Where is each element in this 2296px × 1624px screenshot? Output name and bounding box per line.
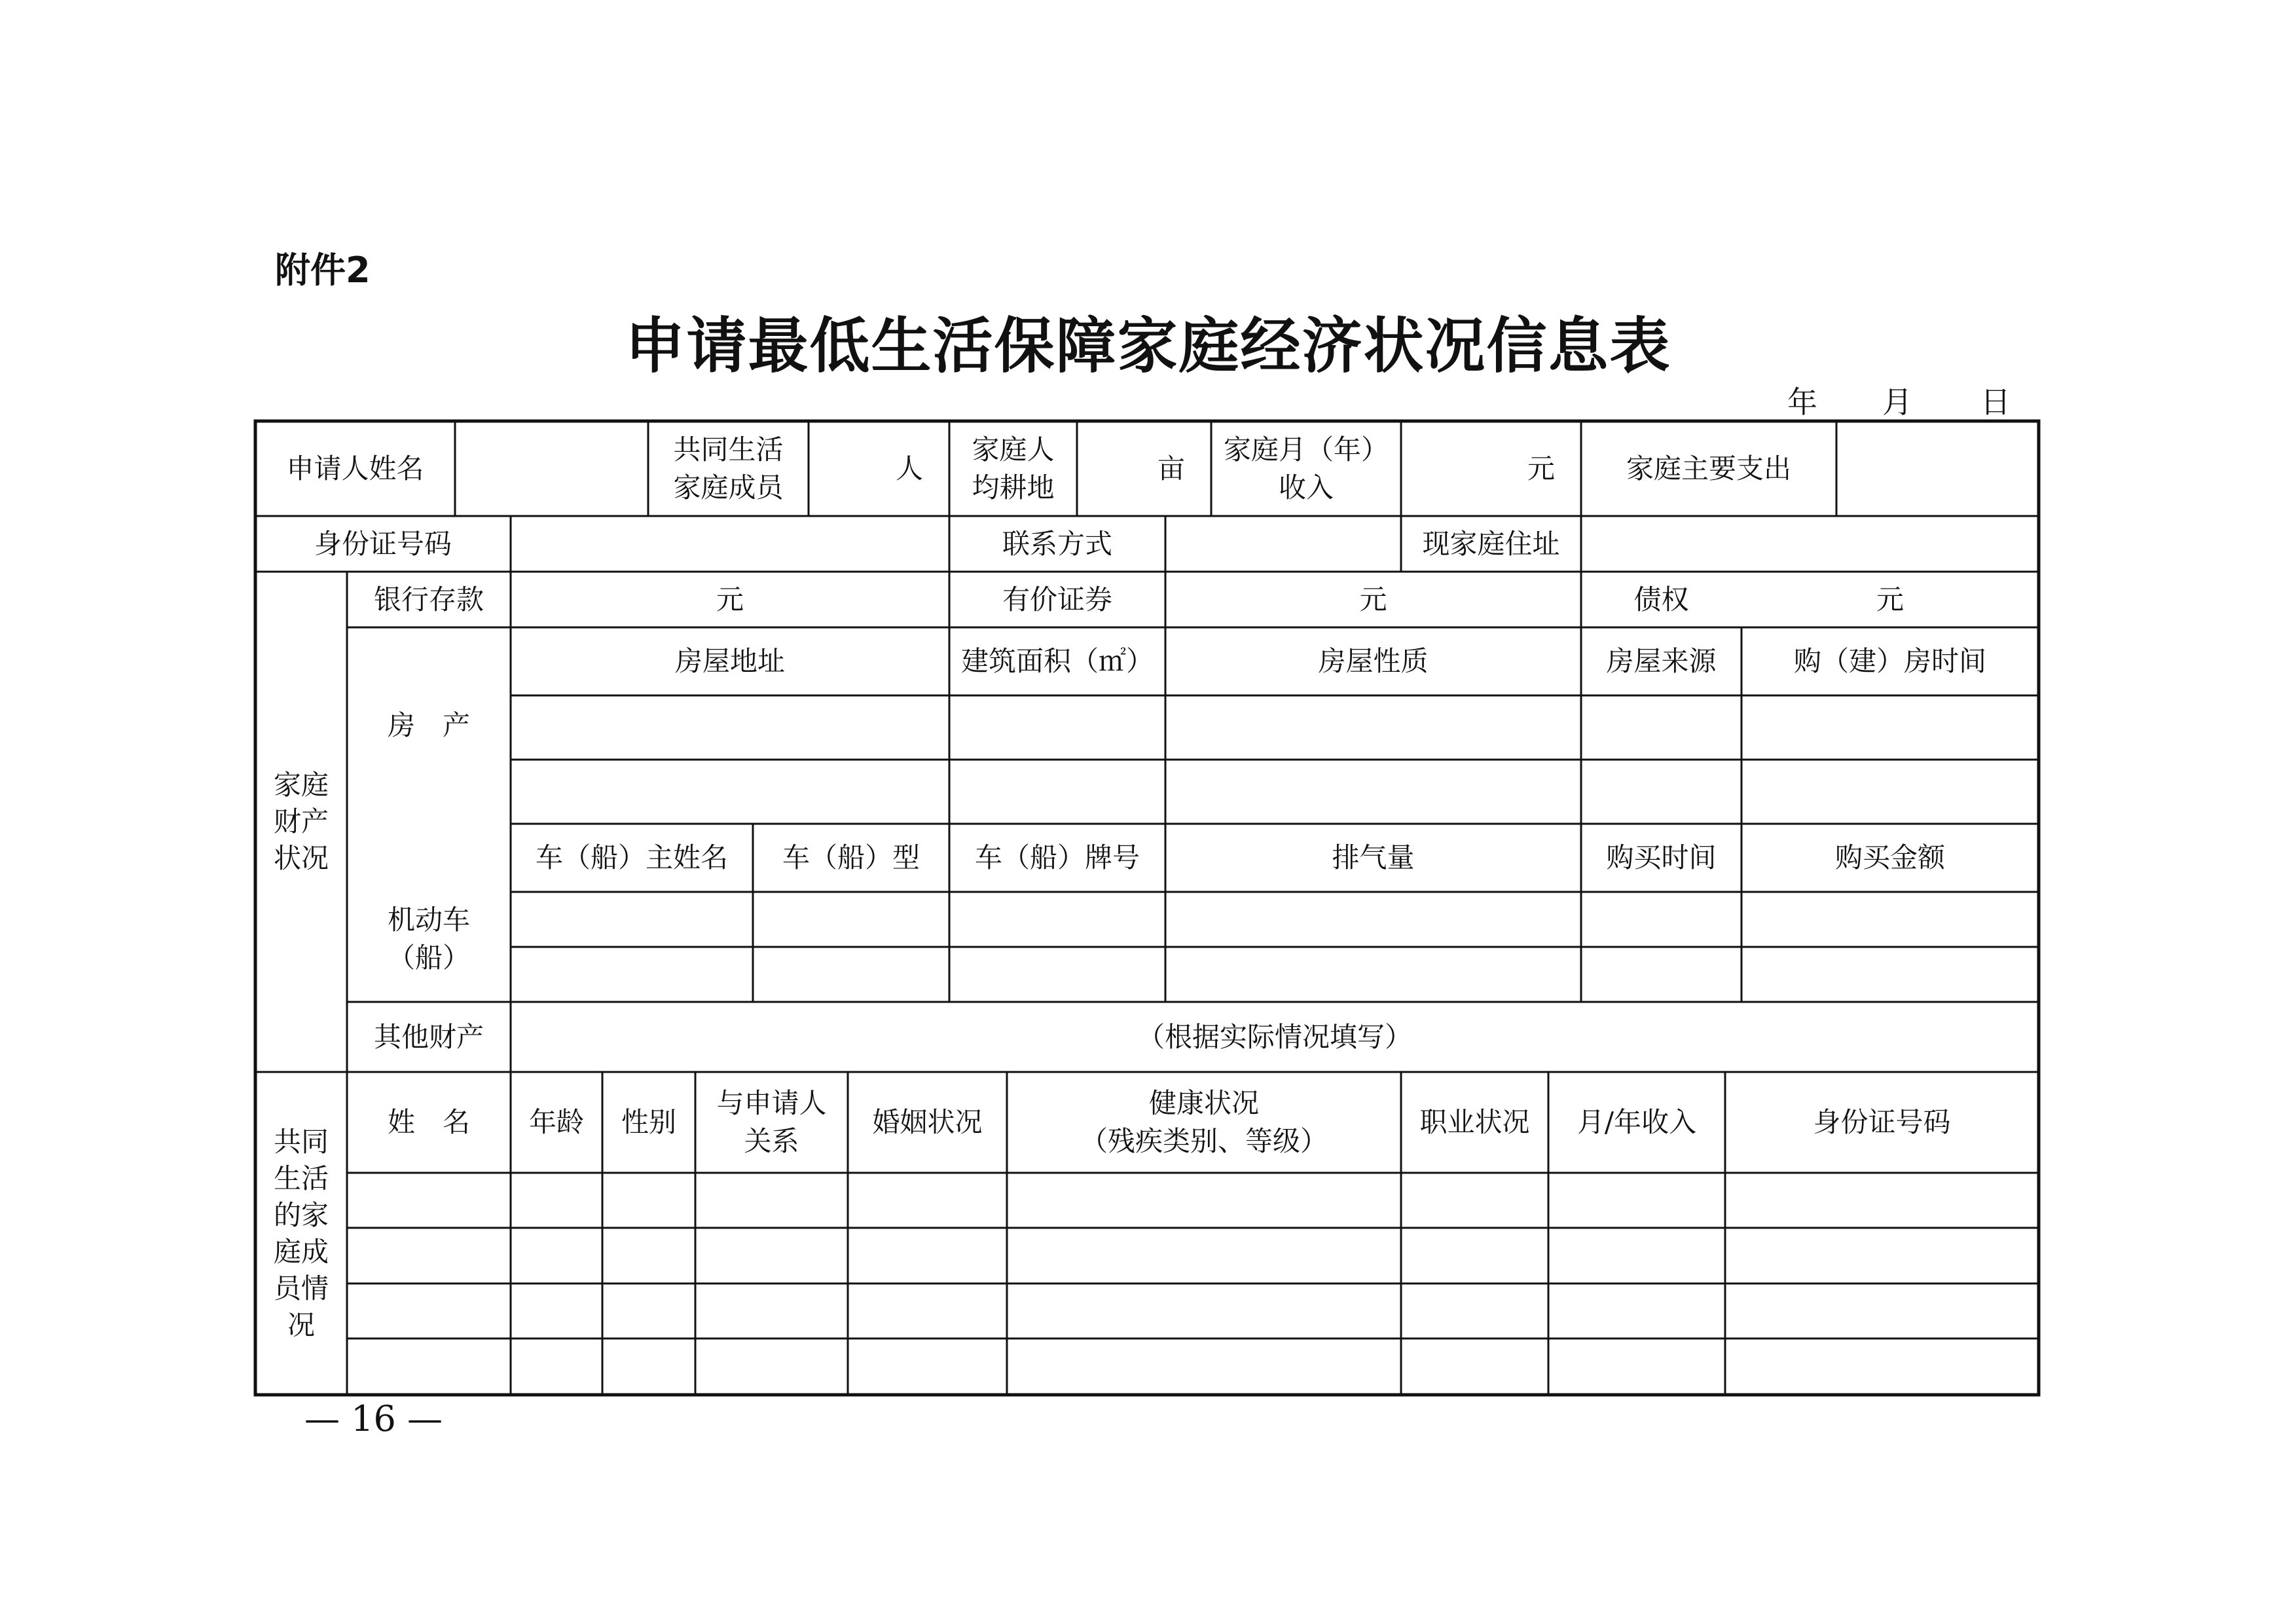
member-gender-header: 性别 (621, 1106, 676, 1138)
id-number-label: 身份证号码 (314, 527, 452, 560)
contact-field[interactable] (1165, 516, 1401, 572)
page-number: — 16 — (304, 1398, 443, 1439)
household-income-label-line1: 家庭月（年） (1223, 433, 1389, 466)
house-source-header: 房屋来源 (1606, 645, 1717, 677)
vehicle-label-line1: 机动车 (387, 904, 470, 936)
house-nature-header: 房屋性质 (1318, 645, 1429, 677)
building-area-header: 建筑面积（㎡） (960, 645, 1154, 677)
household-members-label (648, 421, 809, 516)
house-purchase-time-header: 购（建）房时间 (1793, 645, 1986, 677)
date-day: 日 (1980, 384, 2011, 420)
other-property-label: 其他财产 (373, 1020, 484, 1053)
member-id-header: 身份证号码 (1813, 1106, 1951, 1138)
attachment-label: 附件2 (275, 249, 371, 291)
members-section-line: 生活 (273, 1162, 329, 1194)
vehicle-label (347, 824, 511, 1002)
bank-deposit-label: 银行存款 (373, 583, 484, 616)
vehicle-owner-header: 车（船）主姓名 (535, 841, 728, 874)
member-health-header-line2: （残疾类别、等级） (1080, 1125, 1328, 1157)
address-field[interactable] (1581, 516, 2039, 572)
property-section-label (255, 572, 347, 1072)
house-address-header: 房屋地址 (674, 645, 785, 677)
members-section-line: 共同 (273, 1125, 329, 1158)
household-members-field[interactable]: 人 (895, 452, 923, 485)
house-label: 房 产 (387, 709, 470, 741)
vehicle-purchase-amount-header: 购买金额 (1834, 841, 1945, 874)
date-year: 年 (1787, 384, 1817, 420)
member-relation-header-line1: 与申请人 (716, 1087, 827, 1119)
member-income-header: 月/年收入 (1576, 1106, 1697, 1138)
id-number-field[interactable] (511, 516, 949, 572)
other-property-field[interactable]: （根据实际情况填写） (1137, 1020, 1412, 1053)
form-title: 申请最低生活保障家庭经济状况信息表 (625, 310, 1671, 381)
property-section-line: 家庭 (273, 769, 329, 801)
bank-deposit-field[interactable]: 元 (716, 583, 744, 616)
household-members-label-line1: 共同生活 (673, 433, 784, 466)
member-name-header: 姓 名 (387, 1106, 470, 1138)
members-section-label (255, 1072, 347, 1395)
members-section-line: 员情 (273, 1272, 329, 1304)
main-expense-field[interactable] (1836, 421, 2039, 516)
vehicle-label-line2: （船） (387, 942, 470, 974)
property-section-line: 财产 (273, 805, 329, 838)
members-section-line: 的家 (273, 1198, 329, 1231)
main-expense-label: 家庭主要支出 (1626, 452, 1791, 485)
farmland-label (949, 421, 1077, 516)
securities-label: 有价证券 (1002, 583, 1112, 616)
contact-label: 联系方式 (1002, 527, 1112, 560)
members-section-line: 况 (287, 1308, 315, 1341)
member-health-header (1007, 1072, 1401, 1173)
vehicle-type-header: 车（船）型 (782, 841, 920, 874)
household-income-label (1211, 421, 1401, 516)
property-section-line: 状况 (273, 842, 329, 874)
displacement-header: 排气量 (1332, 841, 1415, 874)
farmland-label-line2: 均耕地 (972, 471, 1055, 504)
household-members-label-line2: 家庭成员 (673, 471, 784, 504)
member-occupation-header: 职业状况 (1419, 1106, 1530, 1138)
securities-field[interactable]: 元 (1359, 583, 1387, 616)
member-age-header: 年龄 (528, 1106, 584, 1138)
member-relation-header (695, 1072, 848, 1173)
member-marital-header: 婚姻状况 (872, 1106, 983, 1138)
farmland-field[interactable]: 亩 (1157, 452, 1185, 485)
date-month: 月 (1882, 384, 1912, 420)
address-label: 现家庭住址 (1422, 527, 1560, 560)
household-income-field[interactable]: 元 (1527, 452, 1555, 485)
applicant-name-field[interactable] (455, 421, 648, 516)
vehicle-purchase-time-header: 购买时间 (1606, 841, 1717, 874)
vehicle-plate-header: 车（船）牌号 (974, 841, 1140, 874)
claims-field[interactable]: 元 (1876, 583, 1904, 616)
claims-label: 债权 (1633, 583, 1689, 616)
members-section-line: 庭成 (273, 1235, 329, 1268)
member-relation-header-line2: 关系 (744, 1125, 799, 1157)
farmland-label-line1: 家庭人 (972, 433, 1055, 466)
applicant-name-label: 申请人姓名 (286, 452, 424, 485)
member-health-header-line1: 健康状况 (1148, 1087, 1259, 1119)
household-income-label-line2: 收入 (1278, 471, 1334, 504)
